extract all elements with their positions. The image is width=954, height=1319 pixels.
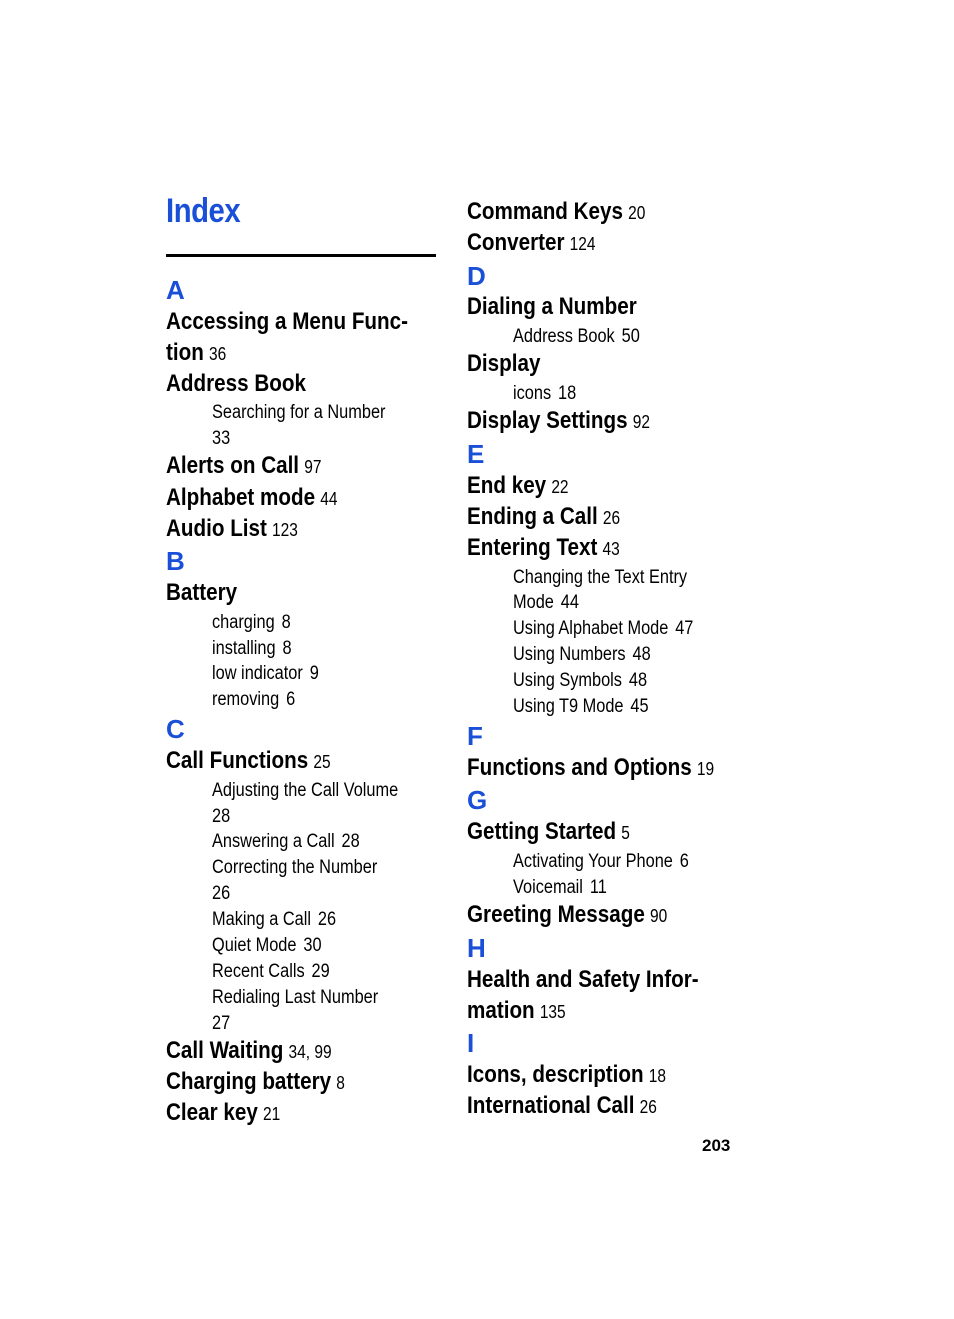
page-ref[interactable]: 20 — [628, 203, 646, 223]
page-ref[interactable]: 34, 99 — [288, 1042, 332, 1062]
index-entry-address-book[interactable]: Address Book — [166, 370, 306, 397]
index-subentry-adjusting[interactable]: Adjusting the Call Volume — [212, 780, 399, 801]
index-subentry-searching-page[interactable]: 33 — [212, 428, 231, 449]
index-entry-entering-text[interactable]: Entering Text 43 — [467, 534, 620, 561]
section-letter-e: E — [467, 439, 485, 469]
page-ref[interactable]: 97 — [304, 457, 322, 477]
page-ref[interactable]: 124 — [569, 234, 596, 254]
index-entry-end-key[interactable]: End key 22 — [467, 472, 569, 499]
index-subentry-charging[interactable]: charging 8 — [212, 612, 291, 633]
index-subentry-voicemail[interactable]: Voicemail 11 — [513, 877, 607, 898]
index-subentry-changing[interactable]: Changing the Text Entry — [513, 567, 688, 588]
index-subentry-correcting[interactable]: Correcting the Number — [212, 857, 378, 878]
index-entry-icons-description[interactable]: Icons, description 18 — [467, 1061, 667, 1088]
page-number: 203 — [702, 1136, 731, 1155]
index-subentry-using-numbers[interactable]: Using Numbers 48 — [513, 644, 651, 665]
page-ref[interactable]: 90 — [649, 906, 668, 926]
page-ref[interactable]: 26 — [602, 508, 621, 528]
page-ref[interactable]: 8 — [336, 1073, 345, 1093]
page-ref[interactable]: 123 — [272, 520, 298, 540]
index-entry-health-safety[interactable]: Health and Safety Infor- — [467, 966, 699, 993]
section-letter-b: B — [166, 546, 185, 576]
index-entry-international-call[interactable]: International Call 26 — [467, 1092, 657, 1119]
index-entry-call-waiting[interactable]: Call Waiting 34, 99 — [166, 1037, 332, 1064]
index-subentry-searching[interactable]: Searching for a Number — [212, 402, 386, 423]
page-ref[interactable]: 25 — [313, 752, 331, 772]
index-entry-audio-list[interactable]: Audio List 123 — [166, 515, 298, 542]
index-entry-display[interactable]: Display — [467, 350, 541, 377]
index-entry-alphabet-mode[interactable]: Alphabet mode 44 — [166, 484, 338, 511]
index-entry-greeting-message[interactable]: Greeting Message 90 — [467, 901, 668, 928]
index-subentry-changing-mode[interactable]: Mode 44 — [513, 592, 579, 613]
index-entry-charging-battery[interactable]: Charging battery 8 — [166, 1068, 345, 1095]
index-subentry-making[interactable]: Making a Call 26 — [212, 909, 337, 930]
page-title: Index — [166, 192, 241, 230]
page-ref[interactable]: 22 — [551, 477, 569, 497]
index-subentry-activating[interactable]: Activating Your Phone 6 — [513, 851, 689, 872]
index-entry-accessing-menu[interactable]: Accessing a Menu Func- — [166, 308, 408, 335]
index-subentry-quiet[interactable]: Quiet Mode 30 — [212, 935, 322, 956]
index-entry-command-keys[interactable]: Command Keys 20 — [467, 198, 646, 225]
index-subentry-using-symbols[interactable]: Using Symbols 48 — [513, 670, 648, 691]
index-subentry-recent[interactable]: Recent Calls 29 — [212, 961, 330, 982]
index-subentry-redialing[interactable]: Redialing Last Number — [212, 987, 379, 1008]
page-ref[interactable]: 19 — [696, 759, 715, 779]
index-subentry-installing[interactable]: installing 8 — [212, 638, 292, 659]
index-subentry-removing[interactable]: removing 6 — [212, 689, 296, 710]
index-entry-accessing-menu-cont[interactable]: tion 36 — [166, 339, 227, 366]
section-letter-f: F — [467, 721, 483, 751]
section-letter-h: H — [467, 933, 486, 963]
index-entry-clear-key[interactable]: Clear key 21 — [166, 1099, 281, 1126]
page-ref[interactable]: 21 — [262, 1104, 281, 1124]
section-letter-g: G — [467, 785, 488, 815]
index-subentry-icons[interactable]: icons 18 — [513, 383, 577, 404]
page-ref[interactable]: 26 — [639, 1097, 657, 1117]
index-entry-dialing-number[interactable]: Dialing a Number — [467, 293, 637, 320]
section-letter-d: D — [467, 261, 486, 291]
index-subentry-dial-address-book[interactable]: Address Book 50 — [513, 326, 640, 347]
index-entry-alerts-on-call[interactable]: Alerts on Call 97 — [166, 452, 322, 479]
page-ref[interactable]: 18 — [648, 1066, 667, 1086]
index-subentry-low-indicator[interactable]: low indicator 9 — [212, 663, 319, 684]
section-letter-i: I — [467, 1028, 475, 1058]
index-entry-call-functions[interactable]: Call Functions 25 — [166, 747, 331, 774]
index-entry-battery[interactable]: Battery — [166, 579, 238, 606]
page-ref[interactable]: 5 — [621, 823, 630, 843]
index-entry-display-settings[interactable]: Display Settings 92 — [467, 407, 650, 434]
index-entry-converter[interactable]: Converter 124 — [467, 229, 596, 256]
index-subentry-adjusting-page[interactable]: 28 — [212, 806, 231, 827]
page-ref[interactable]: 44 — [320, 489, 338, 509]
page-ref[interactable]: 43 — [602, 539, 620, 559]
index-subentry-answering[interactable]: Answering a Call 28 — [212, 831, 360, 852]
page-ref[interactable]: 92 — [632, 412, 650, 432]
index-subentry-redialing-page[interactable]: 27 — [212, 1013, 231, 1034]
index-subentry-using-t9[interactable]: Using T9 Mode 45 — [513, 696, 649, 717]
index-entry-functions-options[interactable]: Functions and Options 19 — [467, 754, 715, 781]
section-letter-a: A — [166, 275, 185, 305]
page-ref[interactable]: 36 — [208, 344, 227, 364]
index-subentry-correcting-page[interactable]: 26 — [212, 883, 231, 904]
page-ref[interactable]: 135 — [539, 1002, 566, 1022]
index-entry-getting-started[interactable]: Getting Started 5 — [467, 818, 630, 845]
index-entry-ending-call[interactable]: Ending a Call 26 — [467, 503, 621, 530]
title-rule — [166, 254, 436, 257]
section-letter-c: C — [166, 714, 185, 744]
index-entry-health-safety-cont[interactable]: mation 135 — [467, 997, 566, 1024]
index-subentry-using-alphabet[interactable]: Using Alphabet Mode 47 — [513, 618, 694, 639]
